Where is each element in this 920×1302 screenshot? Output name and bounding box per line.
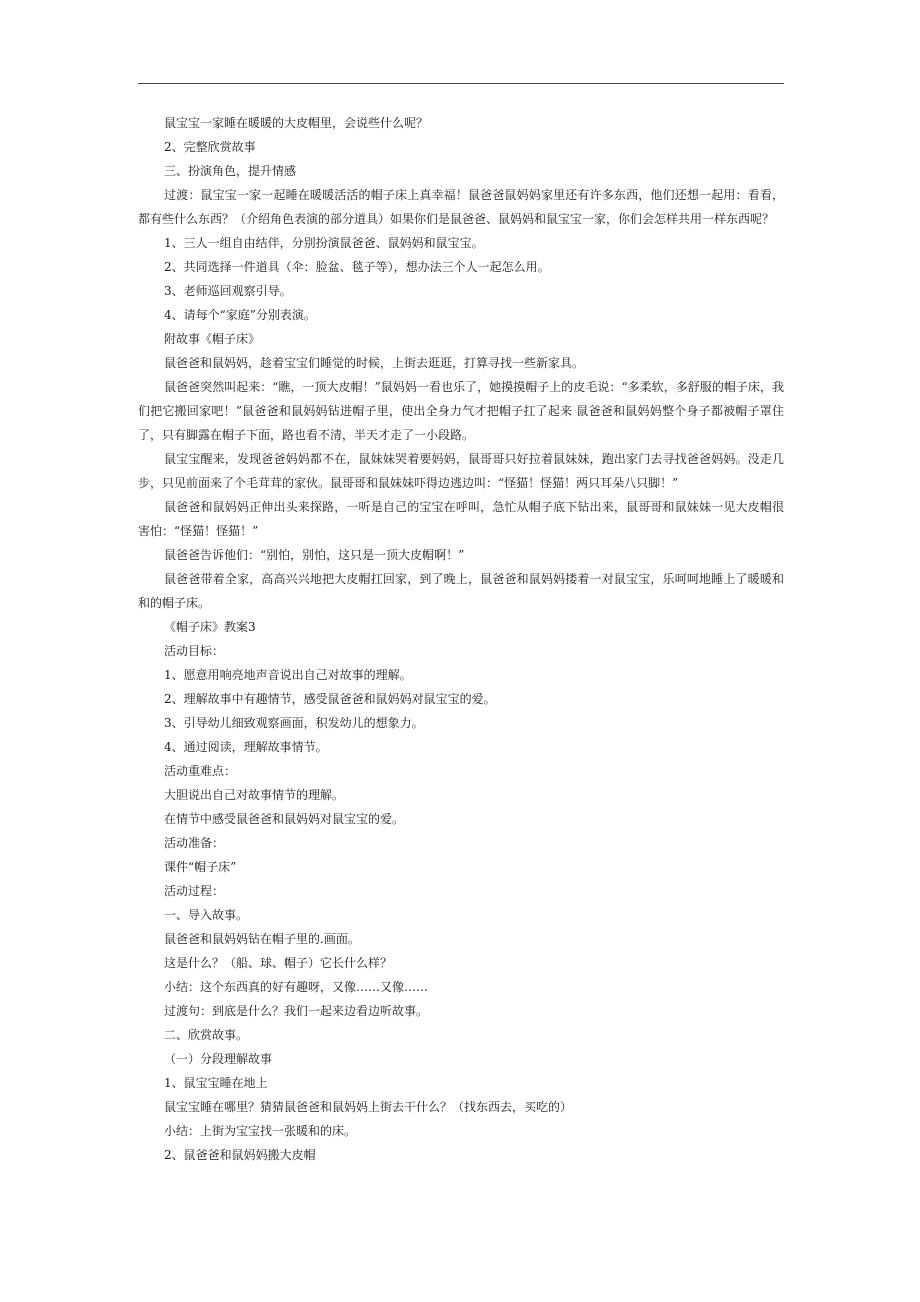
paragraph: 大胆说出自己对故事情节的理解。 [164,788,345,802]
header-rule [138,83,784,84]
paragraph: 二、欣赏故事。 [164,1028,249,1042]
paragraph: 《帽子床》教案3 [164,620,256,634]
paragraph: 4、通过阅读，理解故事情节。 [164,740,328,754]
paragraph: 鼠宝宝一家睡在暖暖的大皮帽里，会说些什么呢？ [164,116,429,130]
paragraph: 课件“帽子床” [164,860,237,874]
paragraph: 这是什么？（船、球、帽子）它长什么样？ [164,956,393,970]
paragraph: 1、愿意用响亮地声音说出自己对故事的理解。 [164,668,412,682]
paragraph: 2、理解故事中有趣情节，感受鼠爸爸和鼠妈妈对鼠宝宝的爱。 [164,692,496,706]
paragraph: 三、扮演角色，提升情感 [164,164,297,178]
paragraph: 活动目标： [164,644,225,658]
paragraph: 活动过程： [164,884,225,898]
paragraph: 过渡：鼠宝宝一家一起睡在暖暖活活的帽子床上真幸福！鼠爸爸鼠妈妈家里还有许多东西，他们还想一起用：看看，都有些什么东西？（介绍角色表演的部分道具）如果你们是鼠爸爸、鼠妈妈和鼠宝宝一家，你们会怎样共用一样东西呢？ [138,188,784,226]
paragraph: 鼠爸爸告诉他们：“别怕，别怕，这只是一顶大皮帽啊！” [164,548,465,562]
paragraph: 鼠爸爸突然叫起来：“瞧，一顶大皮帽！”鼠妈妈一看也乐了，她摸摸帽子上的皮毛说：“多柔软，多舒服的帽子床，我们把它搬回家吧！”鼠爸爸和鼠妈妈钻进帽子里，使出全身力气才把帽子扛了起来 鼠爸爸和鼠妈妈整个身子都被帽子罩住了，只有脚露在帽子下面，路也看不清，半天才走了一小段路。 [138,380,784,442]
paragraph: 过渡句：到底是什么？我们一起来边看边听故事。 [164,1004,429,1018]
paragraph: 鼠爸爸带着全家，高高兴兴地把大皮帽扛回家，到了晚上，鼠爸爸和鼠妈妈搂着一对鼠宝宝，乐呵呵地睡上了暖暖和和的帽子床。 [138,572,784,610]
paragraph: 1、三人一组自由结伴，分别扮演鼠爸爸、鼠妈妈和鼠宝宝。 [164,236,484,250]
paragraph: 鼠爸爸和鼠妈妈钻在帽子里的.画面。 [164,932,360,946]
paragraph: （一）分段理解故事 [164,1052,273,1066]
paragraph: 在情节中感受鼠爸爸和鼠妈妈对鼠宝宝的爱。 [164,812,405,826]
document-body [138,111,784,1167]
paragraph: 附故事《帽子床》 [164,332,261,346]
paragraph: 鼠宝宝醒来，发现爸爸妈妈都不在，鼠妹妹哭着要妈妈，鼠哥哥只好拉着鼠妹妹，跑出家门去寻找爸爸妈妈。没走几步，只见前面来了个毛茸茸的家伙。鼠哥哥和鼠妹妹吓得边逃边叫：“怪猫！怪猫！两只耳朵八只脚！” [138,452,784,490]
paragraph: 小结：上街为宝宝找一张暖和的床。 [164,1124,357,1138]
paragraph: 小结：这个东西真的好有趣呀，又像……又像…… [164,980,429,994]
paragraph: 活动重难点： [164,764,237,778]
paragraph: 3、引导幼儿细致观察画面，积发幼儿的想象力。 [164,716,424,730]
paragraph: 鼠宝宝睡在哪里？猜猜鼠爸爸和鼠妈妈上街去干什么？（找东西去，买吃的） [164,1100,573,1114]
paragraph: 4、请每个“家庭”分别表演。 [164,308,316,322]
paragraph: 鼠爸爸和鼠妈妈正伸出头来探路，一听是自己的宝宝在呼叫，急忙从帽子底下钻出来，鼠哥哥和鼠妹妹一见大皮帽很害怕：“怪猫！怪猫！” [138,500,784,538]
paragraph: 2、鼠爸爸和鼠妈妈搬大皮帽 [164,1148,316,1162]
paragraph: 3、老师巡回观察引导。 [164,284,292,298]
paragraph: 1、鼠宝宝睡在地上 [164,1076,268,1090]
paragraph: 鼠爸爸和鼠妈妈，趁着宝宝们睡觉的时候，上街去逛逛，打算寻找一些新家具。 [164,356,585,370]
paragraph: 活动准备： [164,836,225,850]
paragraph: 2、共同选择一件道具（伞：脸盆、毯子等），想办法三个人一起怎么用。 [164,260,550,274]
paragraph: 一、导入故事。 [164,908,249,922]
paragraph: 2、完整欣赏故事 [164,140,256,154]
